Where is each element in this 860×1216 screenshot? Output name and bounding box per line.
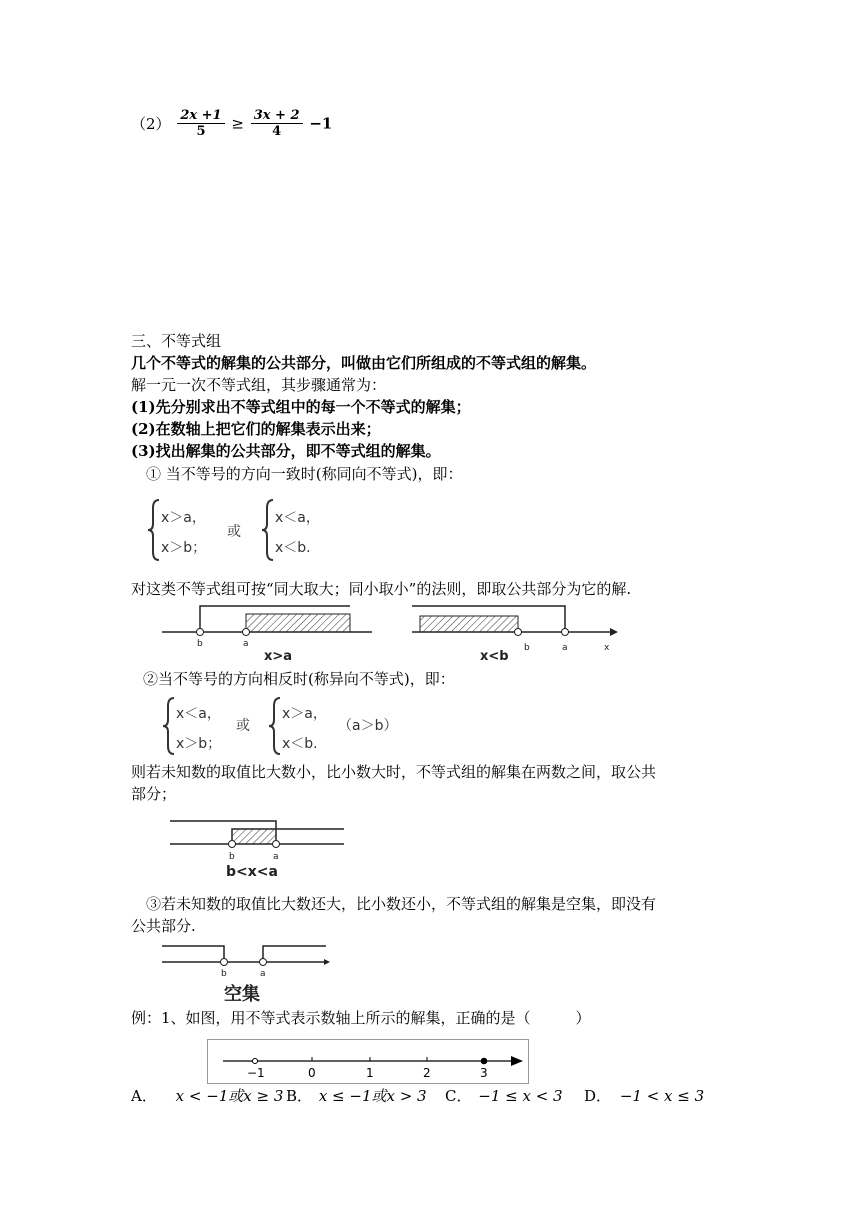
case-3-line-2: 公共部分. xyxy=(131,917,196,935)
fig4-label-b: b xyxy=(221,969,227,979)
choice-d-text: −1 < x ≤ 3 xyxy=(619,1087,705,1105)
fig4-label-a: a xyxy=(260,969,266,979)
case-1-sys-a-line-1: x＞a， xyxy=(161,510,206,526)
case-1-sys-b-line-2: x＜b. xyxy=(275,540,311,556)
definition: 几个不等式的解集的公共部分，叫做由它们所组成的不等式组的解集。 xyxy=(131,354,597,372)
section-title: 三、不等式组 xyxy=(131,332,222,350)
step-3: (3)找出解集的公共部分，即不等式组的解集。 xyxy=(131,442,441,460)
fig3-label-a: a xyxy=(273,852,279,862)
case-1-rule: 对这类不等式组可按“同大取大；同小取小”的法则，即取公共部分为它的解. xyxy=(131,580,632,598)
number-line-b-lt-x-lt-a xyxy=(168,815,348,881)
minus-one: −1 xyxy=(309,114,333,133)
case-2-sys-b-line-2: x＜b. xyxy=(282,736,318,752)
case-2-sys-a-line-2: x＞b； xyxy=(176,736,222,752)
case-2-text: ②当不等号的方向相反时(称异向不等式)，即： xyxy=(143,670,455,688)
choice-b-text: x ≤ −1或x > 3 xyxy=(318,1087,427,1105)
case-1-sys-a-line-2: x＞b； xyxy=(161,540,207,556)
case-2-or: 或 xyxy=(236,718,250,734)
fig1-caption: x>a xyxy=(264,649,293,664)
fraction-left-denominator: 5 xyxy=(196,124,206,139)
case-3-line-1: ③若未知数的取值比大数还大，比小数还小，不等式组的解集是空集，即没有 xyxy=(146,895,657,913)
choice-c-label: C． xyxy=(445,1087,472,1105)
tick-neg1: −1 xyxy=(247,1066,265,1080)
choice-a-label: A． xyxy=(131,1087,157,1105)
fig2-caption: x<b xyxy=(480,649,509,664)
fraction-left-numerator: 2x +1 xyxy=(177,108,224,124)
case-1-text: ① 当不等号的方向一致时(称同向不等式)，即： xyxy=(146,465,463,483)
tick-3: 3 xyxy=(480,1066,488,1080)
case-2-systems-figure xyxy=(160,694,420,758)
choice-b[interactable] xyxy=(286,1085,427,1106)
case-1-sys-b-line-1: x＜a， xyxy=(275,510,320,526)
choice-c[interactable] xyxy=(445,1085,563,1106)
steps-intro: 解一元一次不等式组，其步骤通常为： xyxy=(131,376,387,394)
case-2-sys-a-line-1: x＜a， xyxy=(176,706,221,722)
number-line-empty-set xyxy=(160,940,332,1004)
case-1-systems-figure xyxy=(145,494,335,566)
tick-1: 1 xyxy=(366,1066,374,1080)
choice-c-text: −1 ≤ x < 3 xyxy=(478,1087,563,1105)
tick-0: 0 xyxy=(308,1066,316,1080)
fig1-label-a: a xyxy=(243,639,249,649)
choice-d[interactable] xyxy=(584,1085,704,1106)
step-2: (2)在数轴上把它们的解集表示出来； xyxy=(131,420,381,438)
choice-a-text: x < −1或x ≥ 3 xyxy=(175,1087,284,1105)
fig2-label-b: b xyxy=(524,643,530,653)
fig2-label-a: a xyxy=(562,643,568,653)
case-2-rule-line-1: 则若未知数的取值比大数小，比小数大时，不等式组的解集在两数之间，取公共 xyxy=(131,763,657,781)
fig4-caption: 空集 xyxy=(224,984,260,1004)
case-2-sys-b-line-1: x＞a， xyxy=(282,706,327,722)
number-line-x-lt-b xyxy=(410,602,620,664)
choice-d-label: D． xyxy=(584,1087,612,1105)
fig3-caption: b<x<a xyxy=(226,864,278,880)
choice-b-label: B． xyxy=(286,1087,313,1105)
geq-sign: ≥ xyxy=(231,114,244,133)
number-line-x-gt-a xyxy=(160,602,375,664)
case-1-or: 或 xyxy=(227,524,241,540)
step-1: (1)先分别求出不等式组中的每一个不等式的解集； xyxy=(131,398,471,416)
fraction-right-numerator: 3x + 2 xyxy=(251,108,303,124)
fraction-right xyxy=(251,108,303,139)
problem-2-label: （2） xyxy=(131,115,171,133)
fig2-label-x: x xyxy=(604,643,610,653)
case-2-rule-line-2: 部分； xyxy=(131,785,177,803)
example-number-line xyxy=(207,1039,529,1084)
fraction-right-denominator: 4 xyxy=(272,124,282,139)
fig3-label-b: b xyxy=(229,852,235,862)
problem-2 xyxy=(131,108,332,139)
case-2-condition: （a＞b） xyxy=(338,718,398,734)
fraction-left xyxy=(177,108,224,139)
example-stem: 例：1、如图，用不等式表示数轴上所示的解集，正确的是（ ） xyxy=(131,1009,591,1027)
tick-2: 2 xyxy=(423,1066,431,1080)
fig1-label-b: b xyxy=(197,639,203,649)
choice-a[interactable] xyxy=(131,1085,283,1106)
